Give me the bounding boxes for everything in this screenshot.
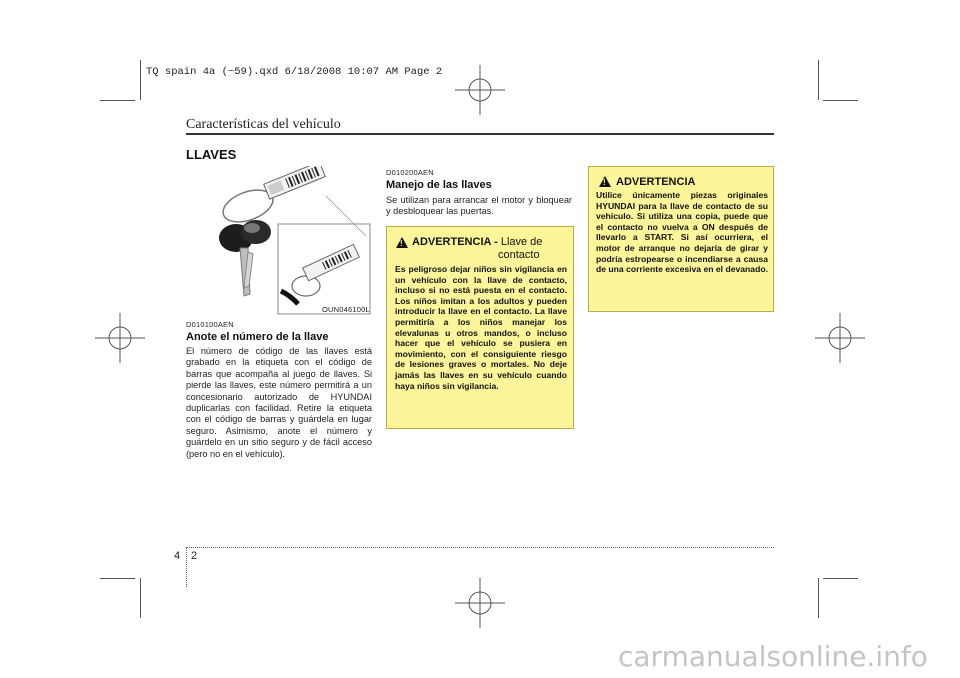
image-caption: OUN046100L xyxy=(322,305,370,314)
col2-body: Se utilizan para arrancar el motor y bloquear y desbloquear las puertas. xyxy=(386,195,572,217)
warning1-title: ADVERTENCIA - Llave de xyxy=(412,236,543,248)
col2-code: D010200AEN xyxy=(386,168,434,177)
warning-icon-mark: ! xyxy=(400,239,403,248)
footer-divider xyxy=(186,547,188,587)
warning-box-parts xyxy=(588,166,774,312)
col2-heading: Manejo de las llaves xyxy=(386,179,492,191)
warning-box-key xyxy=(386,226,574,429)
registration-mark-top xyxy=(455,65,505,115)
warning1-title-line2: contacto xyxy=(498,249,540,261)
header-rule xyxy=(186,133,774,135)
registration-mark-left xyxy=(95,313,145,363)
warning2-text: Utilice únicamente piezas originales HYUNDAI para la llave de contacto de su vehículo. Si utiliza una copia, puede que el contacto no vuelva a ON después de llevarlo a START. Si así ocurriera, el motor de arranque no dejaría de girar y podría estropearse o incendiarse a causa de una corriente excesiva en el devanado. xyxy=(596,190,768,275)
warning-icon-mark: ! xyxy=(603,178,606,187)
page-heading: LLAVES xyxy=(186,147,237,162)
print-header: TQ spain 4a (~59).qxd 6/18/2008 10:07 AM Page 2 xyxy=(146,66,443,78)
key-image xyxy=(186,166,374,316)
warning2-title: ADVERTENCIA xyxy=(616,176,696,188)
watermark: carmanualsonline.info xyxy=(618,640,928,673)
section-title: Características del vehículo xyxy=(186,117,341,132)
col1-code: D010100AEN xyxy=(186,320,234,329)
warning1-text: Es peligroso dejar niños sin vigilancia en un vehículo con la llave de contacto, incluso si no está puesta en el contacto. Los niños imitan a los adultos y pueden introducir la llave en el contacto. La llave permitiría a los niños manejar los elevalunas u otros mandos, o incluso hacer que el vehículo se pusiera en movimiento, con el consiguiente riesgo de lesiones graves o mortales. No deje jamás las llaves en su vehículo cuando haya niños sin vigilancia. xyxy=(395,264,567,391)
chapter-number: 4 xyxy=(174,550,181,562)
col1-heading: Anote el número de la llave xyxy=(186,331,329,343)
col1-body: El número de código de las llaves está grabado en la etiqueta con el código de barras que acompaña al juego de llaves. Si pierde las llaves, este número permitirá a un concesionario autorizado de HYUNDAI duplicarlas con facilidad. Retire la etiqueta con el código de barras y guárdela en lugar seguro. Asimismo, anote el número y guárdelo en un sitio seguro y de fácil acceso (pero no en el vehículo). xyxy=(186,346,372,459)
registration-mark-right xyxy=(815,313,865,363)
footer-rule xyxy=(186,547,774,548)
page-number: 2 xyxy=(191,550,198,562)
registration-mark-bottom xyxy=(455,578,505,628)
keys-illustration xyxy=(186,166,374,316)
